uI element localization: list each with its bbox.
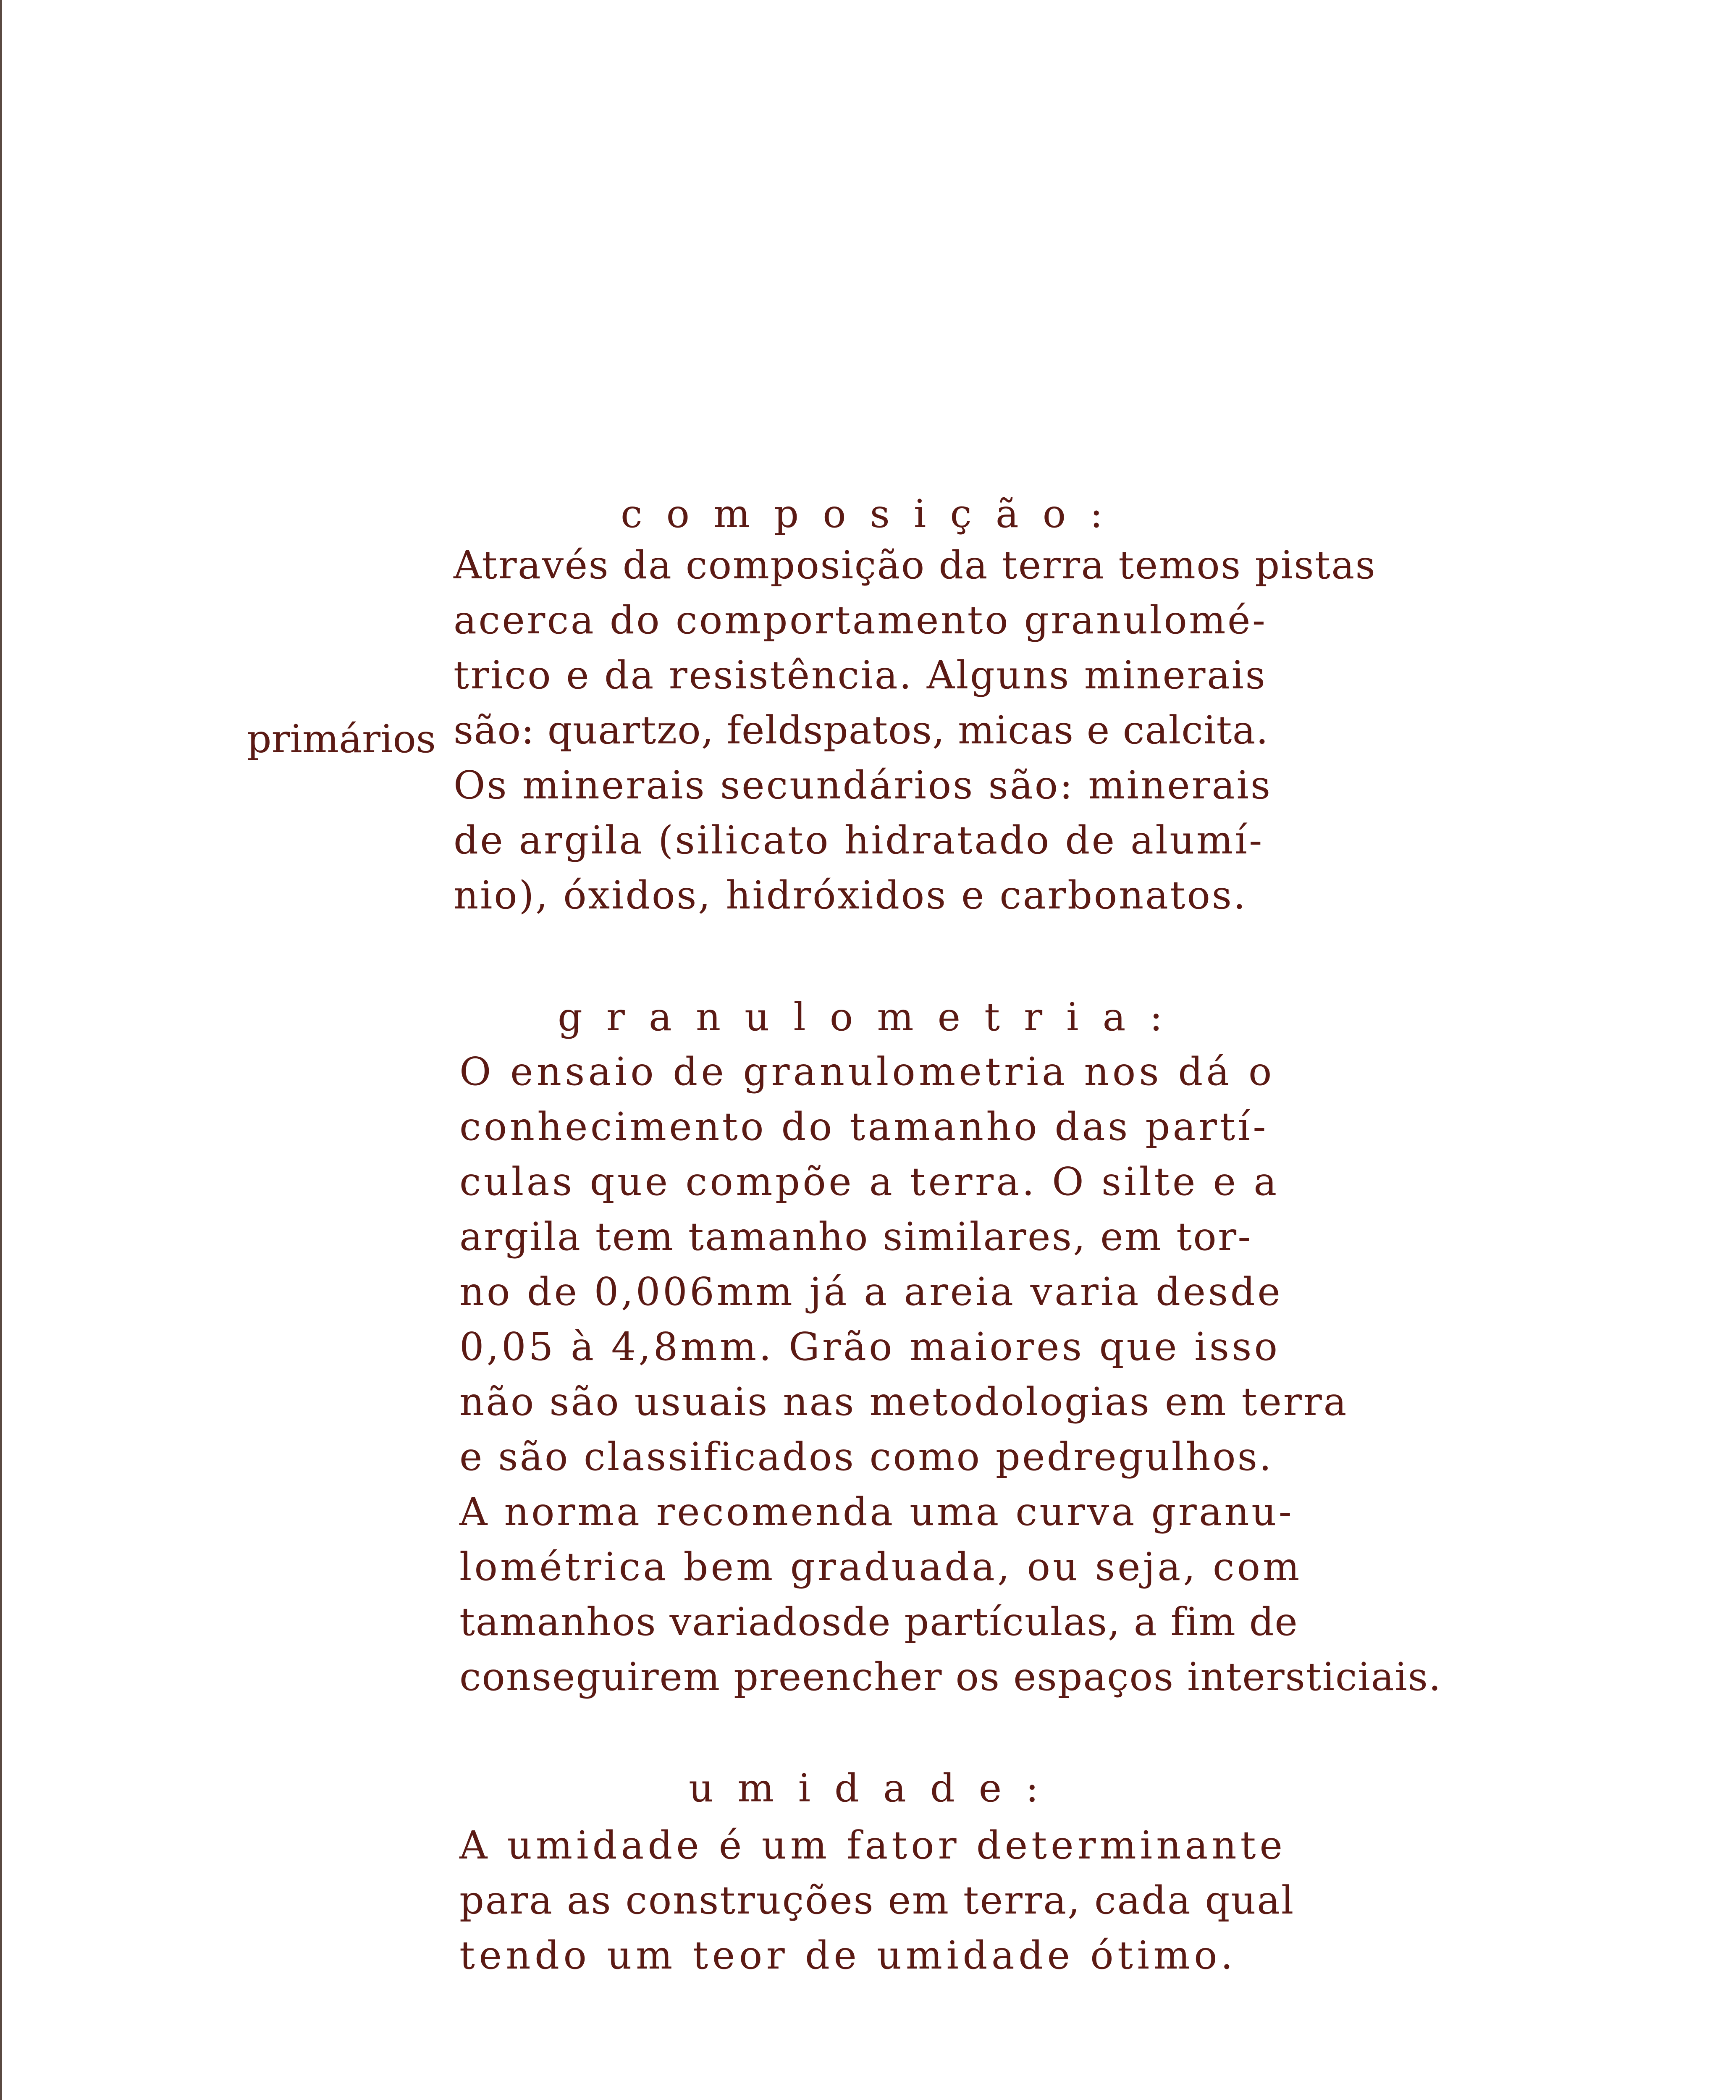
text-line: tendo um teor de umidade ótimo. (459, 1933, 1237, 1978)
heading-umidade: umidade: (689, 1766, 1063, 1811)
margin-word-primarios: primários (247, 717, 436, 761)
text-line: conhecimento do tamanho das partí- (459, 1104, 1269, 1149)
text-line: e são classificados como pedregulhos. (459, 1434, 1273, 1479)
text-line: não são usuais nas metodologias em terra (459, 1379, 1348, 1424)
text-line: A umidade é um fator determinante (459, 1823, 1286, 1868)
text-line: argila tem tamanho similares, em tor- (459, 1214, 1252, 1259)
text-line: trico e da resistência. Alguns minerais (454, 653, 1267, 698)
text-line: O ensaio de granulometria nos dá o (459, 1049, 1275, 1094)
text-line: nio), óxidos, hidróxidos e carbonatos. (454, 873, 1247, 918)
text-line: para as construções em terra, cada qual (459, 1878, 1295, 1923)
text-line: lométrica bem graduada, ou seja, com (459, 1544, 1302, 1589)
paragraph-composicao (454, 538, 1376, 923)
paragraph-umidade (459, 1818, 1295, 1983)
text-line: acerca do comportamento granulomé- (454, 598, 1267, 643)
page-left-edge-rule (0, 0, 2, 2100)
text-line: 0,05 à 4,8mm. Grão maiores que isso (459, 1324, 1280, 1369)
text-line: conseguirem preencher os espaços intersticiais. (459, 1654, 1442, 1699)
heading-composicao: composição: (621, 491, 1127, 536)
text-line: Os minerais secundários são: minerais (454, 763, 1272, 808)
text-line: A norma recomenda uma curva granu- (459, 1489, 1294, 1534)
text-line: culas que compõe a terra. O silte e a (459, 1159, 1280, 1204)
text-line: Através da composição da terra temos pistas (454, 543, 1377, 588)
paragraph-granulometria (459, 1044, 1442, 1704)
heading-granulometria: granulometria: (558, 995, 1187, 1040)
text-line: são: quartzo, feldspatos, micas e calcita. (454, 708, 1269, 753)
text-line: de argila (silicato hidratado de alumí- (454, 818, 1264, 863)
text-line: tamanhos variadosde partículas, a fim de (459, 1599, 1298, 1644)
text-line: no de 0,006mm já a areia varia desde (459, 1269, 1283, 1314)
